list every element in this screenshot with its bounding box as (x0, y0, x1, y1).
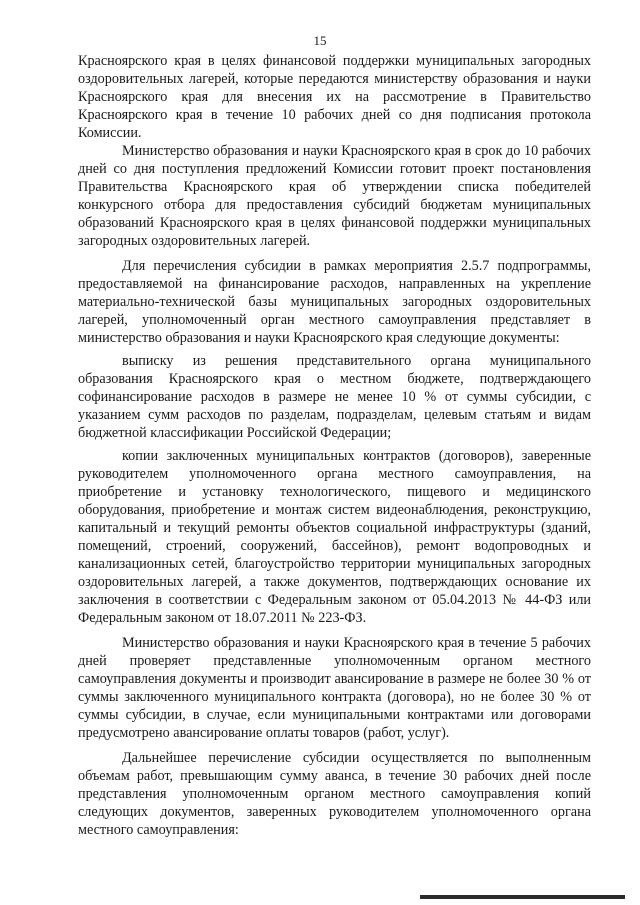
paragraph-contract-copies: копии заключенных муниципальных контрактов (договоров), заверенные руководителем уполномоченного органа местного самоуправления, на приобретение и установку технологического, пищевого и медицинского оборудования, приобретение и монтаж систем видеонаблюдения, реконструкцию, капитальный и текущий ремонты объектов социальной инфраструктуры (зданий, помещений, строений, сооружений, бассейнов), ремонт водопроводных и канализационных сетей, благоустройство территории муниципальных загородных оздоровительных лагерей, а также документов, подтверждающих основание их заключения в соответствии с Федеральным законом от 05.04.2013 № 44-ФЗ или Федеральным законом от 18.07.2011 № 223-ФЗ. (78, 448, 591, 626)
paragraph-advance-payment: Министерство образования и науки Красноярского края в течение 5 рабочих дней проверяет представленные уполномоченным органом местного самоуправления документы и производит авансирование в размере не более 30 % от суммы заключенного муниципального контракта (договора), но не более 30 % от суммы субсидии, в случае, если муниципальными контрактами или договорами предусмотрено авансирование оплаты товаров (работ, услуг). (78, 635, 591, 741)
paragraph-ministry-draft: Министерство образования и науки Красноярского края в срок до 10 рабочих дней со дня поступления предложений Комиссии готовит проект постановления Правительства Красноярского края об утверждении списка победителей конкурсного отбора для предоставления субсидий бюджетам муниципальных образований Красноярского края в целях финансовой поддержки муниципальных загородных оздоровительных лагерей. (78, 143, 591, 249)
paragraph-commission-proposals: Красноярского края в целях финансовой поддержки муниципальных загородных оздоровительных лагерей, которые передаются министерству образования и науки Красноярского края для внесения их на рассмотрение в Правительство Красноярского края в течение 10 рабочих дней со дня подписания протокола Комиссии. (78, 53, 591, 141)
scan-edge-line (420, 895, 625, 899)
document-body (78, 52, 591, 839)
page-number: 15 (313, 33, 327, 48)
paragraph-budget-extract: выписку из решения представительного органа муниципального образования Красноярского края о местном бюджете, подтверждающего софинансирование расходов в размере не менее 10 % от суммы субсидии, с указанием сумм расходов по разделам, подразделам, целевым статьям и видам бюджетной классификации Российской Федерации; (78, 353, 591, 441)
paragraph-further-transfer: Дальнейшее перечисление субсидии осуществляется по выполненным объемам работ, превышающим сумму аванса, в течение 30 рабочих дней после представления уполномоченным органом местного самоуправления копий следующих документов, заверенных руководителем уполномоченного органа местного самоуправления: (78, 750, 591, 838)
paragraph-subsidy-documents: Для перечисления субсидии в рамках мероприятия 2.5.7 подпрограммы, предоставляемой на финансирование расходов, направленных на укрепление материально-технической базы муниципальных загородных оздоровительных лагерей, уполномоченный орган местного самоуправления представляет в министерство образования и науки Красноярского края следующие документы: (78, 258, 591, 346)
